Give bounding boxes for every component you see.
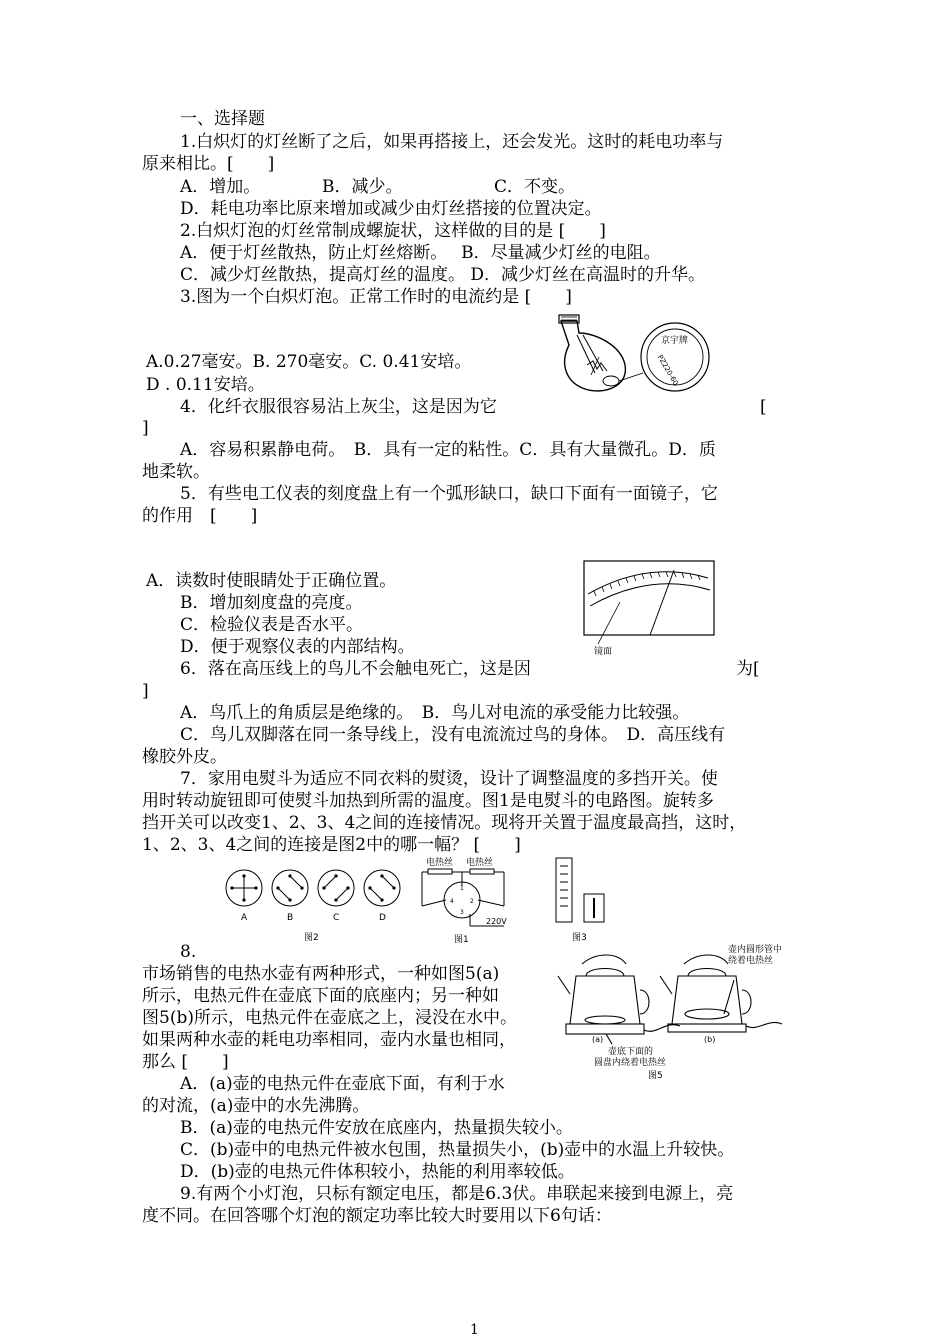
q6-stem-end: 为[ bbox=[736, 659, 760, 679]
q5-option-c: C．检验仪表是否水平。 bbox=[180, 615, 364, 635]
q8-kettle-figure bbox=[556, 940, 786, 1080]
fig1-heater-1: 电热丝 bbox=[426, 858, 454, 868]
q8-note-b-line1: 壶内圆形管中 bbox=[728, 945, 783, 955]
q8-number: 8. bbox=[180, 942, 197, 962]
q5-option-d: D．便于观察仪表的内部结构。 bbox=[180, 637, 415, 657]
q8-stem-line3: 图5(b)所示，电热元件在壶底之上，浸没在水中。 bbox=[142, 1008, 517, 1028]
q8-option-d: D．(b)壶的电热元件体积较小，热能的利用率较低。 bbox=[180, 1162, 575, 1182]
q6-stem: 6．落在高压线上的鸟儿不会触电死亡，这是因 bbox=[180, 659, 531, 679]
fig1-voltage: 220V bbox=[486, 917, 507, 926]
q9-stem-line2: 度不同。在回答哪个灯泡的额定功率比较大时要用以下6句话： bbox=[142, 1206, 612, 1226]
section-title: 一、选择题 bbox=[180, 109, 265, 129]
q1-option-a: A．增加。 bbox=[180, 177, 261, 197]
q3-bulb-brand: 京宇牌 bbox=[661, 336, 689, 346]
q8-stem-line4: 如果两种水壶的耗电功率相同，壶内水量也相同， bbox=[142, 1030, 516, 1050]
fig2-label-a: A bbox=[241, 913, 248, 923]
q2-stem: 2.白炽灯泡的灯丝常制成螺旋状，这样做的目的是 [ ] bbox=[180, 221, 606, 241]
q8-note-a-line2: 圆盘内绕着电热丝 bbox=[594, 1058, 667, 1068]
q3-bulb-figure bbox=[555, 313, 735, 395]
q8-label-a: (a) bbox=[592, 1035, 604, 1044]
q1-stem-line2: 原来相比。[ ] bbox=[142, 154, 275, 174]
q3-option-d: D . 0.11安培。 bbox=[146, 375, 265, 395]
fig1-caption: 图1 bbox=[454, 935, 469, 945]
q7-stem-line2: 用时转动旋钮即可使熨斗加热到所需的温度。图1是电熨斗的电路图。旋转多 bbox=[142, 791, 714, 811]
q6-options-ab: A．鸟爪上的角质层是绝缘的。 B．鸟儿对电流的承受能力比较强。 bbox=[180, 703, 690, 723]
fig2-caption: 图2 bbox=[304, 933, 319, 943]
q4-stem: 4．化纤衣服很容易沾上灰尘，这是因为它 bbox=[180, 397, 497, 417]
fig2-label-b: B bbox=[287, 913, 294, 923]
q7-fig3 bbox=[552, 856, 612, 946]
q1-option-b: B．减少。 bbox=[322, 177, 403, 197]
q7-fig1-circuit bbox=[418, 856, 510, 946]
q8-stem-line2: 所示，电热元件在壶底下面的底座内；另一种如 bbox=[142, 986, 499, 1006]
fig3-caption: 图3 bbox=[572, 933, 587, 943]
q8-fig-caption: 图5 bbox=[648, 1071, 663, 1080]
q7-stem-line3: 挡开关可以改变1、2、3、4之间的连接情况。现将开关置于温度最高挡，这时， bbox=[142, 813, 747, 833]
q8-note-b-line2: 绕着电热丝 bbox=[728, 956, 774, 966]
q4-bracket-close: ] bbox=[142, 418, 149, 438]
q1-option-d: D．耗电功率比原来增加或减少由灯丝搭接的位置决定。 bbox=[180, 199, 602, 219]
q2-options-ab: A．便于灯丝散热，防止灯丝熔断。 B．尽量减少灯丝的电阻。 bbox=[180, 243, 661, 263]
q5-option-a: A．读数时使眼睛处于正确位置。 bbox=[146, 571, 397, 591]
q4-bracket-open: [ bbox=[760, 397, 767, 417]
q8-option-a-line2: 的对流，(a)壶中的水先沸腾。 bbox=[142, 1096, 370, 1116]
q9-stem-line1: 9.有两个小灯泡，只标有额定电压，都是6.3伏。串联起来接到电源上，亮 bbox=[180, 1184, 734, 1204]
q7-stem-line1: 7．家用电熨斗为适应不同衣料的熨烫，设计了调整温度的多挡开关。使 bbox=[180, 769, 718, 789]
svg-text:4: 4 bbox=[450, 898, 454, 905]
q5-option-b: B．增加刻度盘的亮度。 bbox=[180, 593, 363, 613]
q3-bulb-rating: PZ220-60 bbox=[655, 353, 680, 387]
fig2-label-c: C bbox=[333, 913, 340, 923]
fig2-label-d: D bbox=[379, 913, 386, 923]
q4-options-line1: A．容易积累静电荷。 B．具有一定的粘性。C．具有大量微孔。D．质 bbox=[180, 440, 716, 460]
page-number: 1 bbox=[470, 1322, 479, 1338]
q8-label-b: (b) bbox=[704, 1035, 716, 1044]
q8-option-a-line1: A．(a)壶的电热元件在壶底下面，有利于水 bbox=[180, 1074, 505, 1094]
q5-stem-line1: 5．有些电工仪表的刻度盘上有一个弧形缺口，缺口下面有一面镜子，它 bbox=[180, 484, 718, 504]
q6-options-cd-line2: 橡胶外皮。 bbox=[142, 747, 227, 767]
svg-text:3: 3 bbox=[460, 909, 464, 916]
q8-note-a-line1: 壶底下面的 bbox=[608, 1047, 654, 1057]
fig1-heater-2: 电热丝 bbox=[466, 858, 494, 868]
q5-mirror-label: 镜面 bbox=[594, 647, 613, 656]
svg-text:2: 2 bbox=[470, 898, 474, 905]
q2-options-cd: C．减少灯丝散热，提高灯丝的温度。 D．减少灯丝在高温时的升华。 bbox=[180, 265, 706, 285]
q6-bracket-close: ] bbox=[142, 681, 149, 701]
q7-stem-line4: 1、2、3、4之间的连接是图2中的哪一幅？ [ ] bbox=[142, 835, 521, 855]
q8-stem-line1: 市场销售的电热水壶有两种形式，一种如图5(a) bbox=[142, 964, 500, 984]
q1-stem-line1: 1.白炽灯的灯丝断了之后，如果再搭接上，还会发光。这时的耗电功率与 bbox=[180, 132, 724, 152]
q3-stem: 3.图为一个白炽灯泡。正常工作时的电流约是 [ ] bbox=[180, 287, 572, 307]
q6-options-cd-line1: C．鸟儿双脚落在同一条导线上，没有电流流过鸟的身体。 D．高压线有 bbox=[180, 725, 726, 745]
q8-stem-line5: 那么 [ ] bbox=[142, 1052, 229, 1072]
q8-option-c: C．(b)壶中的电热元件被水包围，热量损失小，(b)壶中的水温上升较快。 bbox=[180, 1140, 735, 1160]
q5-meter-figure bbox=[570, 560, 716, 656]
q4-options-line2: 地柔软。 bbox=[142, 462, 210, 482]
q7-fig2-switches bbox=[218, 866, 408, 946]
svg-text:1: 1 bbox=[460, 885, 464, 892]
q3-options-abc: A.0.27毫安。B. 270毫安。C. 0.41安培。 bbox=[146, 352, 472, 372]
q8-option-b: B．(a)壶的电热元件安放在底座内，热量损失较小。 bbox=[180, 1118, 573, 1138]
q1-option-c: C．不变。 bbox=[494, 177, 576, 197]
q5-stem-line2: 的作用 [ ] bbox=[142, 506, 258, 526]
